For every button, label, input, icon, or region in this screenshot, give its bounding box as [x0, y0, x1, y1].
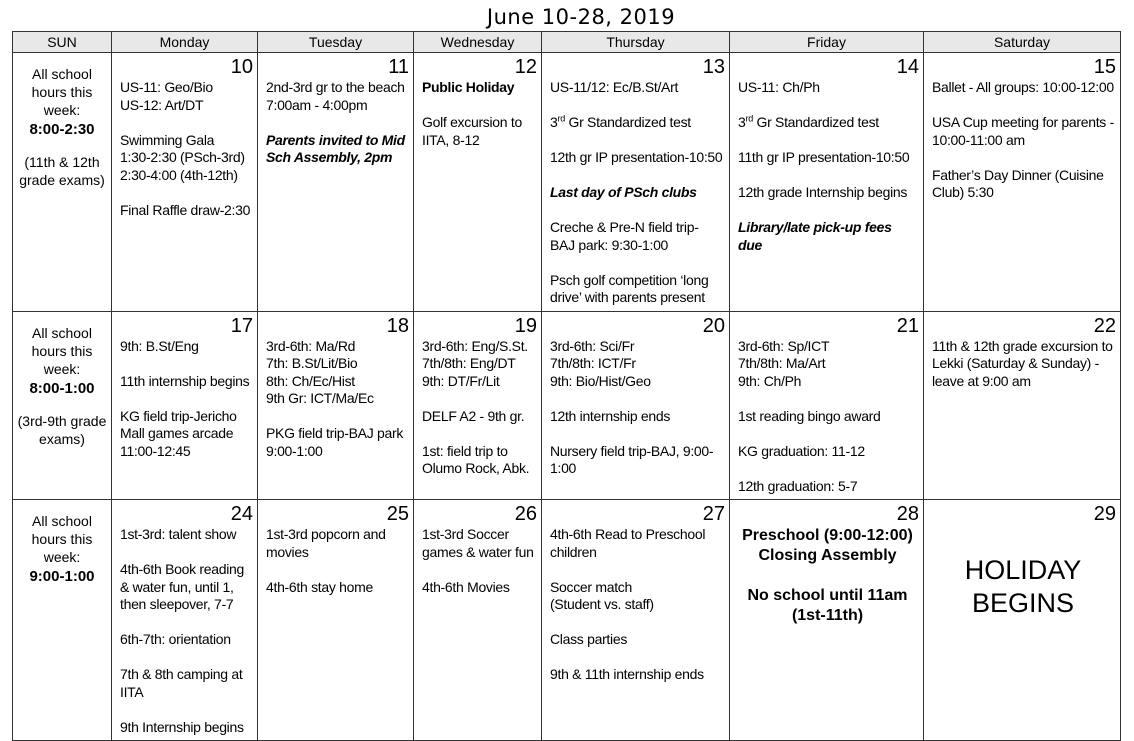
event-item: Final Raffle draw-2:30 [120, 201, 251, 218]
event-item: Father’s Day Dinner (Cuisine Club) 5:30 [932, 166, 1104, 200]
event-item: 9th: B.St/Eng [120, 337, 199, 354]
event-item: Psch golf competition ‘long drive’ with parents present [550, 271, 709, 305]
event-item: 12th gr IP presentation-10:50 [550, 149, 723, 165]
day-cell [258, 311, 414, 500]
day-cell [924, 311, 1121, 500]
day-cell [542, 53, 730, 312]
event-item: 9th Internship begins [120, 718, 244, 735]
event-item: 12th grade Internship begins [738, 184, 908, 200]
event-item: 1st reading bingo award [738, 407, 881, 424]
day-number: 27 [702, 503, 725, 525]
event-item: 2nd-3rd gr to the beach 7:00am - 4:00pm [266, 79, 405, 113]
day-cell [924, 53, 1121, 312]
event-item: KG field trip-Jericho Mall games arcade 11:00-12:45 [120, 407, 237, 459]
day-cell [730, 311, 924, 500]
hours-time: 8:00-2:30 [29, 121, 95, 138]
event-item: US-11: Ch/Ph [738, 79, 820, 95]
event-item: 11th gr IP presentation-10:50 [738, 149, 910, 165]
event-item: 4th-6th Read to Preschool children [550, 526, 706, 560]
week-row [13, 311, 1121, 500]
day-number: 25 [386, 503, 409, 525]
day-number: 29 [1093, 503, 1116, 525]
day-number: 20 [702, 314, 725, 337]
hours-time: 8:00-1:00 [29, 379, 95, 397]
event-item: 1st: field trip to Olumo Rock, Abk. [422, 442, 530, 476]
event-item: 1st-3rd: talent show [120, 526, 237, 542]
day-cell [258, 500, 414, 741]
header-thursday: Thursday [542, 32, 730, 53]
day-cell [414, 53, 542, 312]
event-item: 12th graduation: 5-7 [738, 477, 858, 494]
day-content [924, 312, 1120, 395]
calendar-title: June 10-28, 2019 [486, 5, 676, 29]
event-item: Last day of PSch clubs [550, 184, 697, 200]
event-item: No school until 11am (1st-11th) [747, 587, 908, 624]
day-content [112, 500, 257, 740]
event-item: 11th & 12th grade excursion to Lekki (Saturday & Sunday) - leave at 9:00 am [932, 337, 1113, 389]
ordinal-suffix: rd [745, 113, 753, 124]
event-item: Library/late pick-up fees due [738, 219, 892, 253]
event-item: Parents invited to Mid Sch Assembly, 2pm [266, 131, 405, 165]
day-content [730, 312, 923, 500]
event-item: US-11/12: Ec/B.St/Art [550, 79, 679, 95]
hours-time: 9:00-1:00 [29, 568, 95, 585]
day-number: 14 [896, 56, 919, 78]
event-item: 11th internship begins [120, 372, 250, 389]
day-number: 13 [702, 56, 725, 78]
hours-label: All school hours this week: [31, 66, 93, 118]
day-number: 19 [514, 314, 537, 337]
day-content [258, 500, 413, 600]
day-cell [730, 500, 924, 741]
event-item: Golf excursion to IITA, 8-12 [422, 114, 522, 148]
day-content [730, 500, 923, 630]
header-saturday: Saturday [924, 32, 1121, 53]
event-item: 3rd Gr Standardized test [550, 113, 691, 130]
header-tuesday: Tuesday [258, 32, 414, 53]
day-cell [258, 53, 414, 312]
day-number: 11 [388, 56, 409, 78]
day-number: 22 [1093, 314, 1116, 337]
event-item: 1st-3rd Soccer games & water fun [422, 526, 534, 560]
day-content [414, 312, 541, 482]
day-cell [112, 500, 258, 741]
day-content [258, 312, 413, 465]
event-item: KG graduation: 11-12 [738, 442, 865, 459]
day-content [258, 53, 413, 171]
event-item: 4th-6th Movies [422, 578, 510, 595]
day-number: 12 [514, 56, 537, 78]
day-number: 26 [514, 503, 537, 525]
day-content [542, 53, 729, 311]
hours-label: All school hours this week: [31, 513, 93, 565]
day-number: 10 [230, 56, 253, 78]
hours-note: (11th & 12th grade exams) [19, 154, 105, 188]
day-content [414, 500, 541, 600]
day-cell [112, 311, 258, 500]
day-cell [112, 53, 258, 312]
event-item: 6th-7th: orientation [120, 631, 231, 647]
event-item: 3rd-6th: Eng/S.St. 7th/8th: Eng/DT 9th: DT/Fr/Lit [422, 337, 528, 389]
sunday-hours-cell [13, 500, 112, 741]
day-number: 24 [230, 503, 253, 525]
event-item: Creche & Pre-N field trip-BAJ park: 9:30-1:00 [550, 219, 699, 253]
event-item: 3rd Gr Standardized test [738, 113, 879, 130]
event-item: 1st-3rd popcorn and movies [266, 526, 386, 560]
ordinal-suffix: rd [557, 113, 565, 124]
day-number: 15 [1093, 56, 1116, 78]
day-number: 18 [386, 314, 409, 337]
header-row [13, 32, 1121, 53]
event-item: 3rd-6th: Sp/ICT 7th/8th: Ma/Art 9th: Ch/Ph [738, 337, 830, 389]
header-sun: SUN [13, 32, 112, 53]
week-row [13, 500, 1121, 741]
closing-notice [738, 526, 917, 626]
event-item: Preschool (9:00-12:00) Closing Assembly [742, 527, 913, 564]
event-item: Swimming Gala 1:30-2:30 (PSch-3rd) 2:30-4:00 (4th-12th) [120, 131, 245, 183]
day-content [414, 53, 541, 153]
event-item: 3rd-6th: Sci/Fr 7th/8th: ICT/Fr 9th: Bio/Hist/Geo [550, 337, 651, 389]
event-item: 12th internship ends [550, 407, 671, 424]
day-cell [542, 311, 730, 500]
day-number: 21 [896, 314, 919, 337]
day-number: 28 [896, 503, 919, 525]
event-item: Public Holiday [422, 79, 515, 95]
event-item: Soccer match (Student vs. staff) [550, 578, 654, 612]
day-cell [414, 311, 542, 500]
day-cell [542, 500, 730, 741]
header-wednesday: Wednesday [414, 32, 542, 53]
event-item: DELF A2 - 9th gr. [422, 407, 525, 424]
header-monday: Monday [112, 32, 258, 53]
day-content [924, 500, 1120, 624]
hours-label: All school hours this week: [31, 324, 93, 377]
event-item: USA Cup meeting for parents - 10:00-11:00 am [932, 114, 1114, 148]
event-item: PKG field trip-BAJ park 9:00-1:00 [266, 425, 404, 459]
event-item: 7th & 8th camping at IITA [120, 666, 243, 700]
event-item: 4th-6th Book reading & water fun, until 1, then sleepover, 7-7 [120, 561, 244, 612]
day-number: 17 [230, 314, 253, 337]
week-row [13, 53, 1121, 312]
holiday-banner: HOLIDAY BEGINS [964, 555, 1082, 618]
hours-box [13, 500, 111, 586]
event-item: 9th & 11th internship ends [550, 666, 704, 682]
event-item: Class parties [550, 631, 628, 647]
day-content [924, 53, 1120, 206]
day-cell [924, 500, 1121, 741]
hours-box [13, 53, 111, 189]
hours-note: (3rd-9th grade exams) [17, 412, 107, 447]
event-item: Ballet - All groups: 10:00-12:00 [932, 79, 1114, 95]
event-item: Nursery field trip-BAJ, 9:00-1:00 [550, 442, 714, 476]
sunday-hours-cell [13, 311, 112, 500]
event-item: US-11: Geo/Bio US-12: Art/DT [120, 79, 213, 113]
day-content [112, 312, 257, 465]
event-item: 3rd-6th: Ma/Rd 7th: B.St/Lit/Bio 8th: Ch/Ec/Hist 9th Gr: ICT/Ma/Ec [266, 337, 374, 406]
hours-box [13, 312, 111, 448]
event-item: 4th-6th stay home [266, 578, 373, 595]
day-content [542, 500, 729, 688]
header-friday: Friday [730, 32, 924, 53]
day-cell [730, 53, 924, 312]
day-content [112, 53, 257, 223]
calendar-grid [12, 31, 1121, 741]
day-content [542, 312, 729, 482]
day-content [730, 53, 923, 258]
sunday-hours-cell [13, 53, 112, 312]
day-cell [414, 500, 542, 741]
